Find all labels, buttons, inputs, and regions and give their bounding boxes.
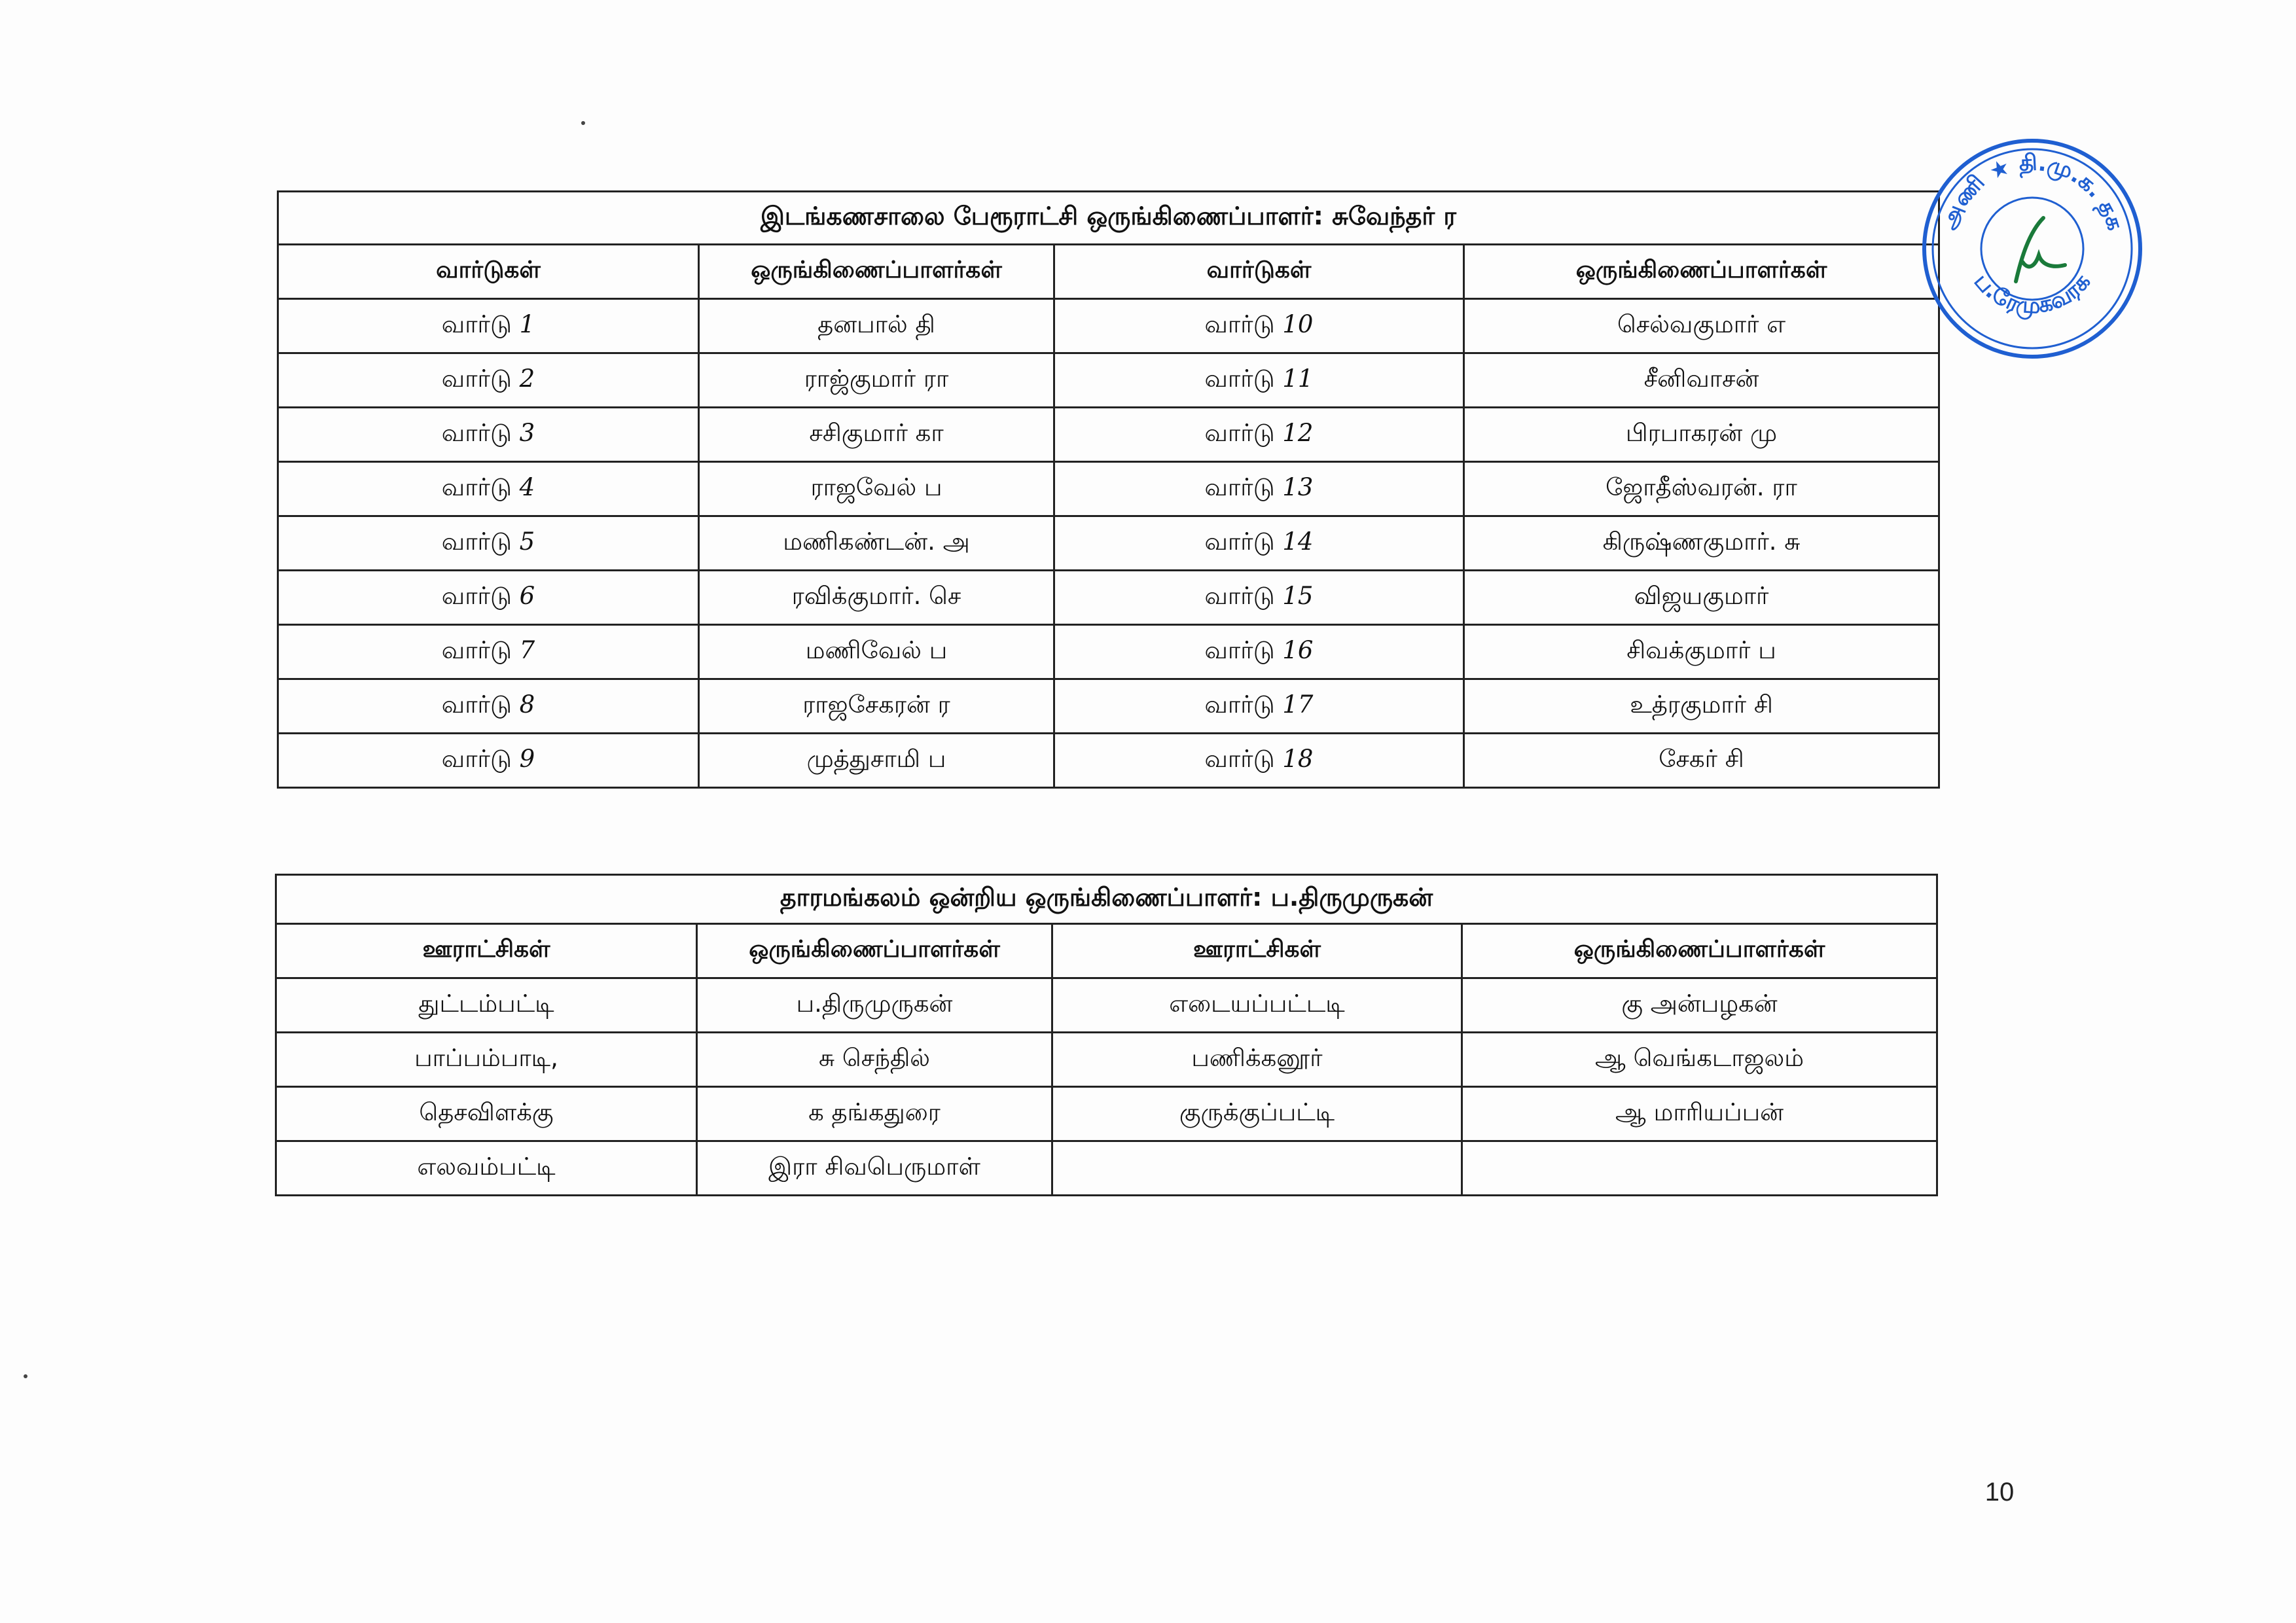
village-cell: எலவம்பட்டி (276, 1141, 697, 1196)
column-header-coordinators: ஒருங்கிணைப்பாளர்கள் (699, 245, 1054, 299)
ward-cell: வார்டு 10 (1054, 299, 1464, 353)
coordinator-cell: ராஜ்குமார் ரா (699, 353, 1054, 408)
column-header-villages: ஊராட்சிகள் (1052, 924, 1462, 978)
coordinator-cell: செல்வகுமார் எ (1464, 299, 1939, 353)
ward-cell: வார்டு 18 (1054, 734, 1464, 788)
column-header-villages: ஊராட்சிகள் (276, 924, 697, 978)
ward-cell: வார்டு 7 (278, 625, 699, 679)
village-cell: தெசவிளக்கு (276, 1087, 697, 1141)
ward-cell: வார்டு 14 (1054, 516, 1464, 571)
ward-cell: வார்டு 11 (1054, 353, 1464, 408)
coordinator-cell: இரா சிவபெருமாள் (697, 1141, 1052, 1196)
ward-cell: வார்டு 4 (278, 462, 699, 516)
coordinator-cell: ஆ மாரியப்பன் (1462, 1087, 1937, 1141)
coordinator-cell: கிருஷ்ணகுமார். சு (1464, 516, 1939, 571)
village-cell (1052, 1141, 1462, 1196)
ward-cell: வார்டு 8 (278, 679, 699, 734)
coordinator-cell: ஜோதீஸ்வரன். ரா (1464, 462, 1939, 516)
scan-speck (581, 121, 585, 125)
seal-text-bottom: ப.ரேமுகவரக (1968, 268, 2096, 319)
table-row (278, 734, 1939, 788)
table-row (278, 299, 1939, 353)
table-row (278, 625, 1939, 679)
column-header-coordinators: ஒருங்கிணைப்பாளர்கள் (1464, 245, 1939, 299)
coordinator-cell: சு செந்தில் (697, 1033, 1052, 1087)
coordinator-cell: முத்துசாமி ப (699, 734, 1054, 788)
coordinator-cell: கு அன்பழகன் (1462, 978, 1937, 1033)
coordinator-cell: மணிவேல் ப (699, 625, 1054, 679)
coordinator-cell: ரவிக்குமார். செ (699, 571, 1054, 625)
column-header-wards: வார்டுகள் (1054, 245, 1464, 299)
table-title: இடங்கணசாலை பேரூராட்சி ஒருங்கிணைப்பாளர்: சுவேந்தர் ர (278, 192, 1939, 245)
coordinator-cell: ராஜவேல் ப (699, 462, 1054, 516)
coordinators-table-idanganasalai (277, 190, 1940, 789)
seal-text-top: அணி ★ தி.மு.க. தக (1935, 149, 2129, 234)
table-row (278, 679, 1939, 734)
coordinator-cell: தனபால் தி (699, 299, 1054, 353)
ward-cell: வார்டு 1 (278, 299, 699, 353)
village-cell: பாப்பம்பாடி, (276, 1033, 697, 1087)
coordinator-cell: மணிகண்டன். அ (699, 516, 1054, 571)
ward-cell: வார்டு 15 (1054, 571, 1464, 625)
coordinator-cell: ஆ வெங்கடாஜலம் (1462, 1033, 1937, 1087)
table-row (276, 978, 1937, 1033)
coordinator-cell: ப.திருமுருகன் (697, 978, 1052, 1033)
ward-cell: வார்டு 2 (278, 353, 699, 408)
table-row (278, 462, 1939, 516)
village-cell: துட்டம்பட்டி (276, 978, 697, 1033)
table-title-row (278, 192, 1939, 245)
ward-cell: வார்டு 9 (278, 734, 699, 788)
column-header-wards: வார்டுகள் (278, 245, 699, 299)
village-cell: பணிக்கனூர் (1052, 1033, 1462, 1087)
column-header-coordinators: ஒருங்கிணைப்பாளர்கள் (1462, 924, 1937, 978)
table-row (278, 516, 1939, 571)
coordinator-cell: சீனிவாசன் (1464, 353, 1939, 408)
ward-cell: வார்டு 17 (1054, 679, 1464, 734)
ward-cell: வார்டு 5 (278, 516, 699, 571)
page-number: 10 (1984, 1478, 2015, 1507)
coordinators-table-tharamangalam (275, 874, 1938, 1196)
table-row (278, 353, 1939, 408)
column-header-coordinators: ஒருங்கிணைப்பாளர்கள் (697, 924, 1052, 978)
table-title: தாரமங்கலம் ஒன்றிய ஒருங்கிணைப்பாளர்: ப.திருமுருகன் (276, 875, 1937, 924)
table-row (276, 1087, 1937, 1141)
ward-cell: வார்டு 16 (1054, 625, 1464, 679)
coordinator-cell: சசிகுமார் கா (699, 408, 1054, 462)
coordinator-cell: சேகர் சி (1464, 734, 1939, 788)
ward-cell: வார்டு 3 (278, 408, 699, 462)
coordinator-cell (1462, 1141, 1937, 1196)
coordinator-cell: ராஜசேகரன் ர (699, 679, 1054, 734)
table-row (276, 1033, 1937, 1087)
coordinator-cell: க தங்கதுரை (697, 1087, 1052, 1141)
ward-cell: வார்டு 12 (1054, 408, 1464, 462)
coordinator-cell: விஜயகுமார் (1464, 571, 1939, 625)
table-row (276, 1141, 1937, 1196)
ward-cell: வார்டு 6 (278, 571, 699, 625)
scan-speck (24, 1374, 27, 1378)
ward-cell: வார்டு 13 (1054, 462, 1464, 516)
coordinator-cell: சிவக்குமார் ப (1464, 625, 1939, 679)
table-header-row (278, 245, 1939, 299)
table-row (278, 408, 1939, 462)
village-cell: குருக்குப்பட்டி (1052, 1087, 1462, 1141)
table-row (278, 571, 1939, 625)
coordinator-cell: பிரபாகரன் மு (1464, 408, 1939, 462)
village-cell: எடையப்பட்டடி (1052, 978, 1462, 1033)
table-title-row (276, 875, 1937, 924)
table-header-row (276, 924, 1937, 978)
seal-signature (2016, 218, 2065, 281)
official-seal-stamp (1918, 134, 2147, 363)
coordinator-cell: உத்ரகுமார் சி (1464, 679, 1939, 734)
